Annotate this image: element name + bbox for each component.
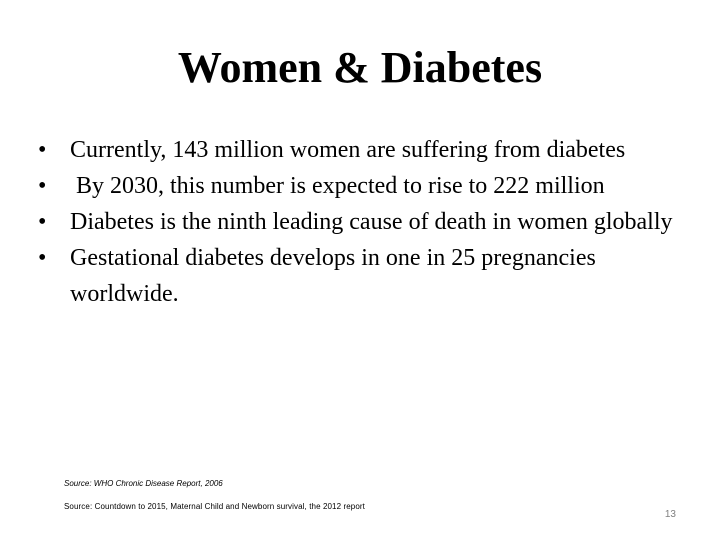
bullet-text: Gestational diabetes develops in one in 25 pregnancies worldwide. xyxy=(70,245,596,307)
bullet-icon: • xyxy=(38,137,47,163)
bullet-text: By 2030, this number is expected to rise to 222 million xyxy=(70,173,605,199)
bullet-item xyxy=(38,168,698,204)
bullet-icon: • xyxy=(38,245,47,271)
bullet-item xyxy=(38,240,698,312)
bullet-text: Currently, 143 million women are suffering from diabetes xyxy=(70,137,626,163)
bullet-icon: • xyxy=(38,173,47,199)
source-citation-countdown: Source: Countdown to 2015, Maternal Child and Newborn survival, the 2012 report xyxy=(64,502,365,511)
bullet-icon: • xyxy=(38,209,47,235)
bullet-text: Diabetes is the ninth leading cause of death in women globally xyxy=(70,209,673,235)
source-citation-who: Source: WHO Chronic Disease Report, 2006 xyxy=(64,479,223,488)
slide-title: Women & Diabetes xyxy=(177,43,543,92)
bullet-item xyxy=(38,204,698,240)
bullet-list xyxy=(38,132,698,312)
bullet-item xyxy=(38,132,698,168)
page-number: 13 xyxy=(664,509,676,520)
